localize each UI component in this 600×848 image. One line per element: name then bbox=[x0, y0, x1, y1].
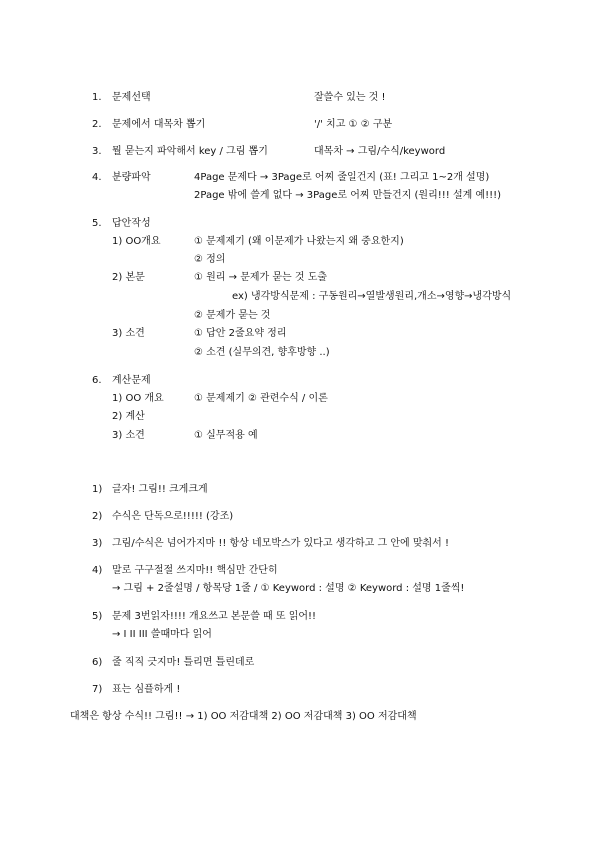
tip-1-num: 1) bbox=[92, 484, 103, 495]
item-4-num: 4. bbox=[92, 172, 102, 183]
tip-3-num: 3) bbox=[92, 538, 103, 549]
tip-2-num: 2) bbox=[92, 511, 103, 522]
item-4-line2: 2Page 밖에 쓸게 없다 → 3Page로 어찌 만들건지 (원리!!! 설계 예!!!) bbox=[194, 190, 502, 201]
item-6-sub3: 3) 소견 bbox=[112, 430, 145, 441]
item-6-label: 계산문제 bbox=[112, 375, 151, 386]
item-6-num: 6. bbox=[92, 375, 102, 386]
item-1-note: 잘쓸수 있는 것 ! bbox=[314, 92, 386, 103]
item-5-sub2-a: ① 원리 → 문제가 묻는 것 도출 bbox=[194, 272, 328, 283]
footer-note: 대책은 항상 수식!! 그림!! → 1) OO 저감대책 2) OO 저감대책 3) OO 저감대책 bbox=[70, 711, 417, 722]
tip-5-text: 문제 3번읽자!!!! 개요쓰고 본문쓸 때 또 읽어!! bbox=[112, 611, 317, 622]
item-5-sub3-a: ① 답안 2줄요약 정리 bbox=[194, 328, 287, 339]
item-1-text: 문제선택 bbox=[112, 92, 151, 103]
tip-5-sub: → I II III 쓸때마다 읽어 bbox=[112, 629, 212, 640]
item-3-note: 대목차 → 그림/수식/keyword bbox=[314, 146, 446, 157]
tip-4-sub: → 그림 + 2줄설명 / 항목당 1줄 / ① Keyword : 설명 ② Keyword : 설명 1줄씩! bbox=[112, 583, 465, 594]
tip-4-num: 4) bbox=[92, 565, 103, 576]
item-5-num: 5. bbox=[92, 218, 102, 229]
item-5-sub1: 1) OO개요 bbox=[112, 236, 161, 247]
tip-2-text: 수식은 단독으로!!!!! (강조) bbox=[112, 511, 234, 522]
item-5-sub1-b: ② 정의 bbox=[194, 254, 226, 265]
tip-4-text: 말로 구구절절 쓰지마!! 핵심만 간단히 bbox=[112, 565, 278, 576]
item-2-num: 2. bbox=[92, 119, 102, 130]
item-6-sub1-a: ① 문제제기 ② 관련수식 / 이론 bbox=[194, 393, 328, 404]
item-3-num: 3. bbox=[92, 146, 102, 157]
item-2-note: '/' 치고 ① ② 구분 bbox=[314, 119, 393, 130]
item-6-sub2: 2) 계산 bbox=[112, 411, 145, 422]
item-4-line1: 4Page 문제다 → 3Page로 어찌 줄일건지 (표! 그리고 1~2개 설명) bbox=[194, 172, 490, 183]
item-5-sub3: 3) 소견 bbox=[112, 328, 145, 339]
item-3-text: 뭘 묻는지 파악해서 key / 그림 뽑기 bbox=[112, 146, 268, 157]
item-5-label: 답안작성 bbox=[112, 218, 151, 229]
item-6-sub1: 1) OO 개요 bbox=[112, 393, 164, 404]
item-5-sub3-b: ② 소견 (실무의견, 향후방향 ..) bbox=[194, 347, 330, 358]
item-1-num: 1. bbox=[92, 92, 102, 103]
tip-1-text: 글자! 그림!! 크게크게 bbox=[112, 484, 208, 495]
tip-6-num: 6) bbox=[92, 657, 103, 668]
tip-7-num: 7) bbox=[92, 684, 103, 695]
tip-7-text: 표는 심플하게 ! bbox=[112, 684, 181, 695]
item-5-sub2: 2) 본문 bbox=[112, 272, 145, 283]
item-5-sub1-a: ① 문제제기 (왜 이문제가 나왔는지 왜 중요한지) bbox=[194, 236, 404, 247]
tip-3-text: 그림/수식은 넘어가지마 !! 항상 네모박스가 있다고 생각하고 그 안에 맞춰서 ! bbox=[112, 538, 449, 549]
item-2-text: 문제에서 대목차 뽑기 bbox=[112, 119, 206, 130]
item-6-sub3-a: ① 실무적용 예 bbox=[194, 430, 258, 441]
item-5-sub2-example: ex) 냉각방식문제 : 구동원리→열발생원리,개소→영향→냉각방식 bbox=[232, 291, 512, 302]
tip-6-text: 줄 직직 긋지마! 틀리면 틀린데로 bbox=[112, 657, 255, 668]
item-4-label: 분량파악 bbox=[112, 172, 151, 183]
item-5-sub2-b: ② 문제가 묻는 것 bbox=[194, 310, 271, 321]
tip-5-num: 5) bbox=[92, 611, 103, 622]
